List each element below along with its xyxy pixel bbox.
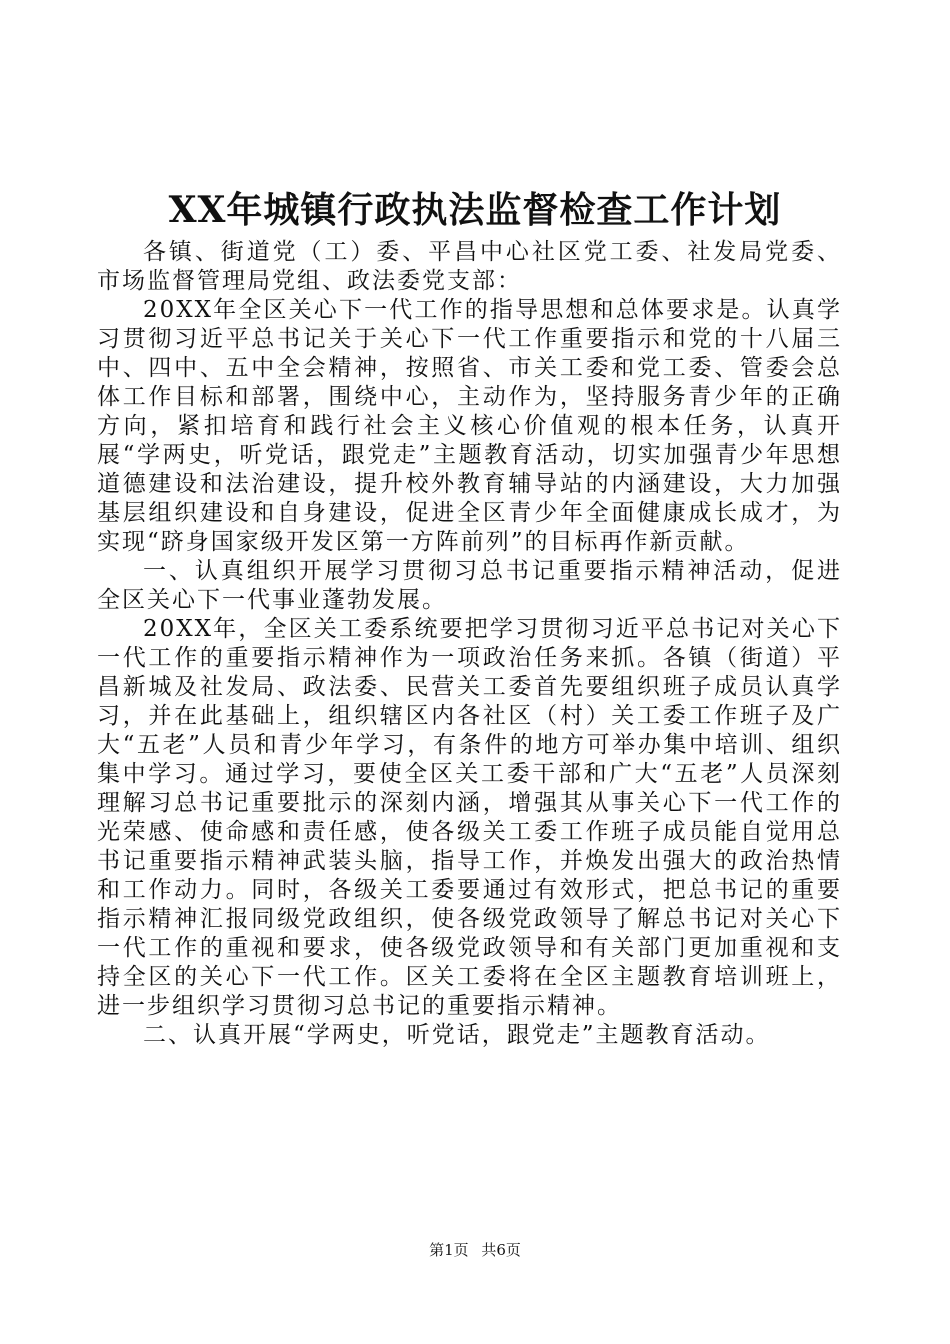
document-title: XX年城镇行政执法监督检查工作计划 — [168, 189, 782, 231]
section-heading-two: 二、认真开展“学两史，听党话，跟党走”主题教育活动。 — [143, 1022, 771, 1048]
page-footer — [0, 1240, 950, 1260]
page-number-total: 共6页 — [481, 1241, 521, 1259]
salutation-paragraph: 各镇、街道党（工）委、平昌中心社区党工委、社发局党委、市场监督管理局党组、政法委党支部： — [97, 239, 842, 294]
section-heading-one: 一、认真组织开展学习贯彻习总书记重要指示精神活动，促进全区关心下一代事业蓬勃发展。 — [97, 558, 842, 613]
body-paragraph-study: 20XX年，全区关工委系统要把学习贯彻习近平总书记对关心下一代工作的重要指示精神作为一项政治任务来抓。各镇（街道）平昌新城及社发局、政法委、民营关工委首先要组织班子成员认真学习，并在此基础上，组织辖区内各社区（村）关工委工作班子及广大“五老”人员和青少年学习，有条件的地方可举办集中培训、组织集中学习。通过学习，要使全区关工委干部和广大“五老”人员深刻理解习总书记重要批示的深刻内涵，增强其从事关心下一代工作的光荣感、使命感和责任感，使各级关工委工作班子成员能自觉用总书记重要指示精神武装头脑，指导工作，并焕发出强大的政治热情和工作动力。同时，各级关工委要通过有效形式，把总书记的重要指示精神汇报同级党政组织，使各级党政领导了解总书记对关心下一代工作的重视和要求，使各级党政领导和有关部门更加重视和支持全区的关心下一代工作。区关工委将在全区主题教育培训班上，进一步组织学习贯彻习总书记的重要指示精神。 — [97, 616, 842, 1019]
page-number-current: 第1页 — [429, 1241, 469, 1259]
document-body — [97, 238, 842, 1050]
body-paragraph-guiding-thought: 20XX年全区关心下一代工作的指导思想和总体要求是。认真学习贯彻习近平总书记关于关心下一代工作重要指示和党的十八届三中、四中、五中全会精神，按照省、市关工委和党工委、管委会总体工作目标和部署，围绕中心，主动作为，坚持服务青少年的正确方向，紧扣培育和践行社会主义核心价值观的根本任务，认真开展“学两史，听党话，跟党走”主题教育活动，切实加强青少年思想道德建设和法治建设，提升校外教育辅导站的内涵建设，大力加强基层组织建设和自身建设，促进全区青少年全面健康成长成才，为实现“跻身国家级开发区第一方阵前列”的目标再作新贡献。 — [97, 297, 842, 555]
